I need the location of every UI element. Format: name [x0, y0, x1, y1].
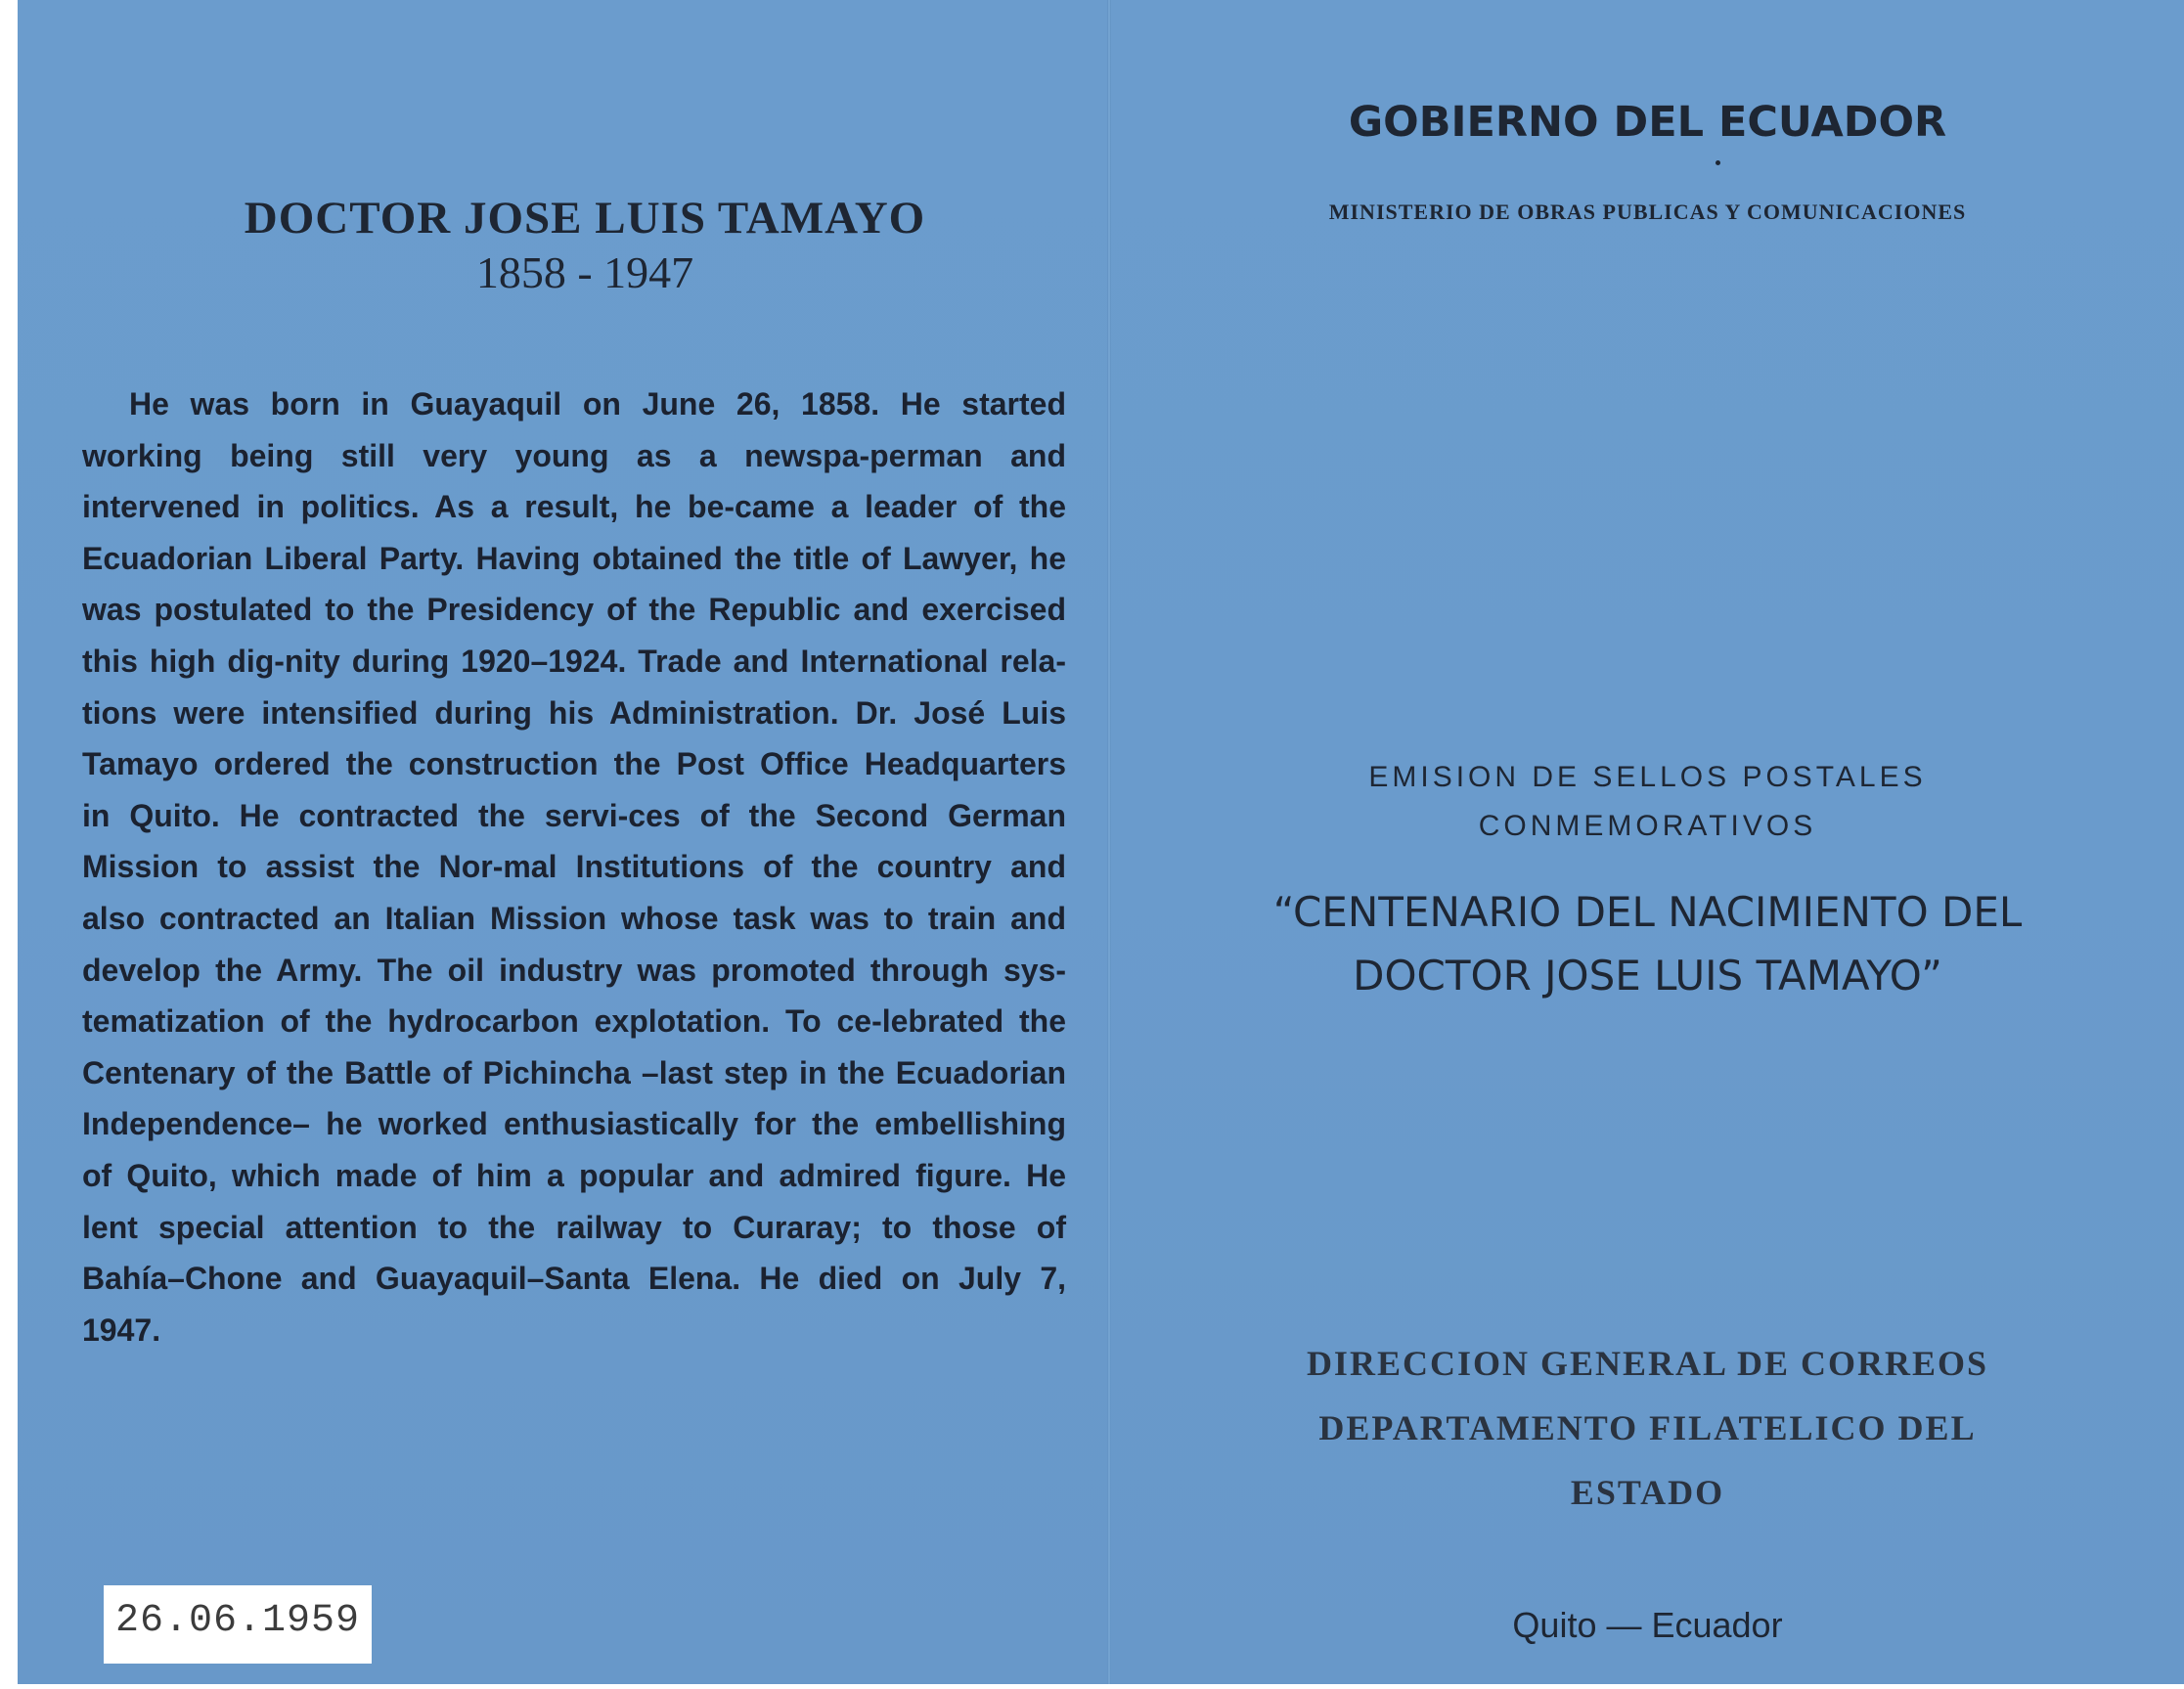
centenary-title	[1111, 880, 2184, 1007]
emission-heading: EMISION DE SELLOS POSTALES	[1368, 761, 1927, 793]
scan-bottom-edge	[0, 1684, 2184, 1689]
ornament-dot	[1716, 160, 1720, 165]
biography-text: He was born in Guayaquil on June 26, 1858. He started working being still very young as a newspa‐perman and intervened in politics. As a result, he be‐came a leader of the Ecuadorian Liberal Party. Having obtained the title of Lawyer, he was postulated to the Presidency of the Republic and exercised this high dig‐nity during 1920–1924. Trade and International rela‐tions were intensified during his Administration. Dr. José Luis Tamayo ordered the construction the Post Office Headquarters in Quito. He contracted the servi‐ces of the Second German Mission to assist the Nor‐mal Institutions of the country and also contracted an Italian Mission whose task was to train and develop the Army. The oil industry was promoted through sys‐tematization of the hydrocarbon explotation. To ce‐lebrated the Centenary of the Battle of Pichincha –last step in the Ecuadorian Independence– he worked enthusiastically for the embellishing of Quito, which made of him a popular and admired figure. He lent special attention to the railway to Curaray; to those of Bahía–Chone and Guayaquil–Santa Elena. He died on July 7, 1947.	[82, 386, 1066, 1348]
postal-direction	[1111, 1331, 2184, 1525]
direction-line-3: ESTADO	[1570, 1473, 1725, 1512]
centenary-title-line-2: DOCTOR JOSE LUIS TAMAYO”	[1353, 952, 1942, 1000]
left-panel	[18, 0, 1107, 1689]
right-panel	[1111, 0, 2184, 1689]
ministry-subtitle: MINISTERIO DE OBRAS PUBLICAS Y COMUNICACIONES	[1328, 200, 1967, 224]
direction-line-1: DIRECCION GENERAL DE CORREOS	[1306, 1344, 1989, 1383]
centenary-title-line-1: “CENTENARIO DEL NACIMIENTO DEL	[1272, 888, 2023, 936]
city-location: Quito — Ecuador	[1512, 1605, 1783, 1645]
government-title: GOBIERNO DEL ECUADOR	[1348, 98, 1947, 147]
biography-title: DOCTOR JOSE LUIS TAMAYO	[244, 193, 926, 244]
commemorative-heading: CONMEMORATIVOS	[1478, 810, 1817, 842]
direction-line-2: DEPARTAMENTO FILATELICO DEL	[1318, 1408, 1977, 1447]
biography-years: 1858 - 1947	[475, 247, 694, 297]
date-stamp-label: 26.06.1959	[104, 1585, 372, 1664]
